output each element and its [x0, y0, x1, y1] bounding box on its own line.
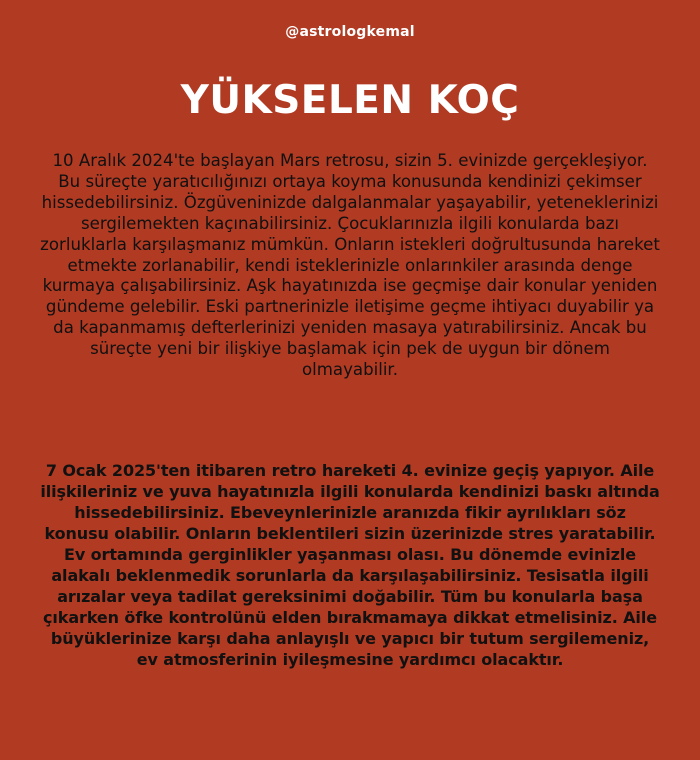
post-title: YÜKSELEN KOÇ	[180, 78, 520, 123]
author-handle: @astrologkemal	[285, 24, 415, 40]
paragraph-mars-retro-4th-house: 7 Ocak 2025'ten itibaren retro hareketi 4. evinize geçiş yapıyor. Aile ilişkileriniz ve yuva hayatınızla ilgili konularda kendinizi baskı altında hissedebilirsiniz. Ebeveynlerinizle aranızda fikir ayrılıkları söz konusu olabilir. Onların beklentileri sizin üzerinizde stres yaratabilir. Ev ortamında gerginlikler yaşanması olası. Bu dönemde evinizle alakalı beklenmedik sorunlarla da karşılaşabilirsiniz. Tesisatla ilgili arızalar veya tadilat gereksinimi doğabilir. Tüm bu konularla başa çıkarken öfke kontrolünü elden bırakmamaya dikkat etmelisiniz. Aile büyüklerinize karşı daha anlayışlı ve yapıcı bir tutum sergilemeniz, ev atmosferinin iyileşmesine yardımcı olacaktır.	[40, 461, 660, 669]
paragraph-mars-retro-5th-house: 10 Aralık 2024'te başlayan Mars retrosu, sizin 5. evinizde gerçekleşiyor. Bu süreçte yaratıcılığınızı ortaya koyma konusunda kendinizi çekimser hissedebilirsiniz. Özgüveninizde dalgalanmalar yaşayabilir, yeteneklerinizi sergilemekten kaçınabilirsiniz. Çocuklarınızla ilgili konularda bazı zorluklarla karşılaşmanız mümkün. Onların istekleri doğrultusunda hareket etmekte zorlanabilir, kendi isteklerinizle onlarınkiler arasında denge kurmaya çalışabilirsiniz. Aşk hayatınızda ise geçmişe dair konular yeniden gündeme gelebilir. Eski partnerinizle iletişime geçme ihtiyacı duyabilir ya da kapanmamış defterlerinizi yeniden masaya yatırabilirsiniz. Ancak bu süreçte yeni bir ilişkiye başlamak için pek de uygun bir dönem olmayabilir.	[40, 151, 660, 380]
